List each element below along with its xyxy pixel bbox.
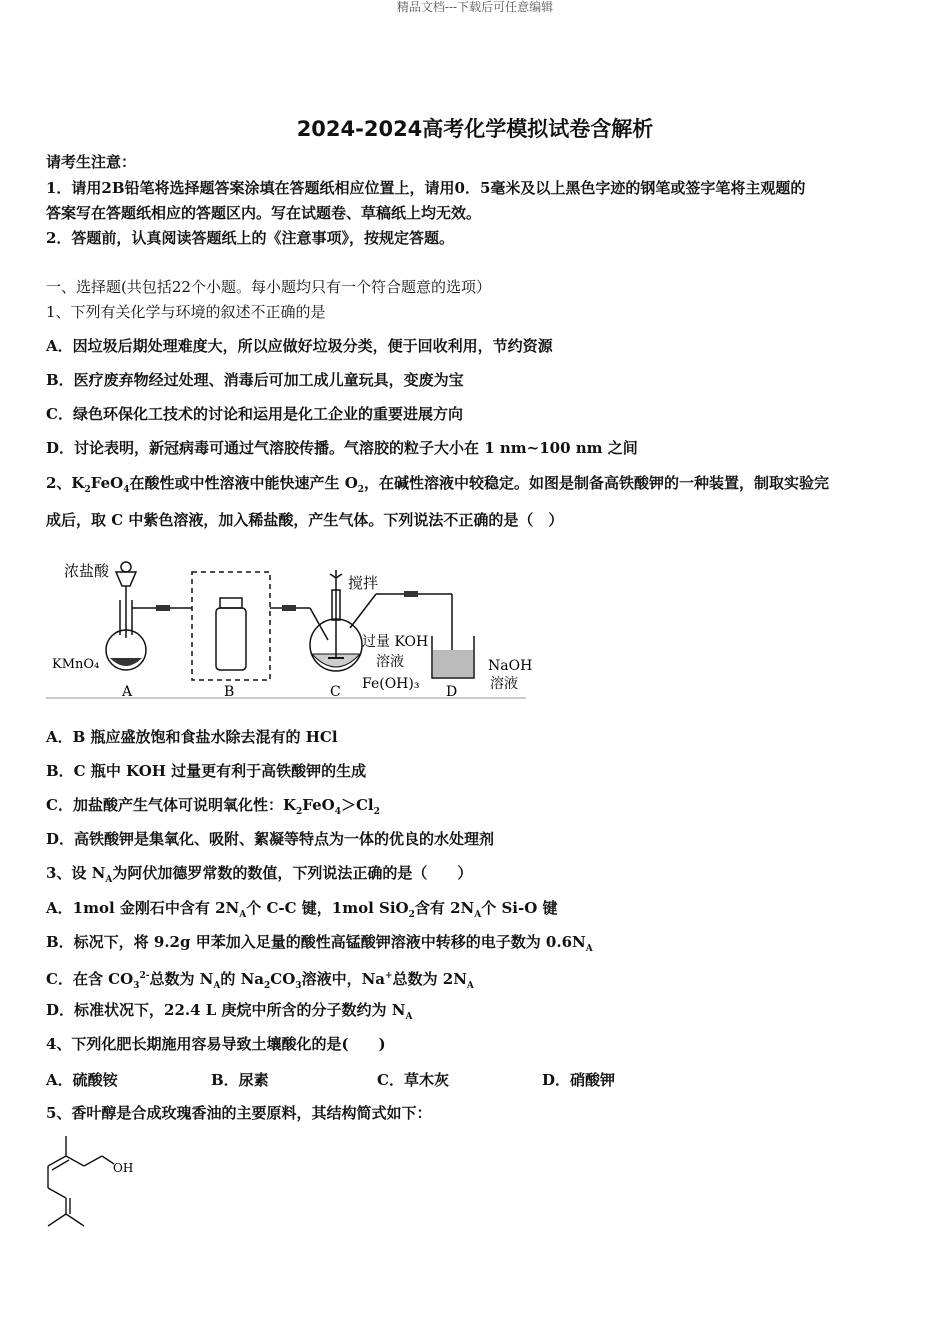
q1-option-d: D．讨论表明，新冠病毒可通过气溶胶传播。气溶胶的粒子大小在 1 nm~100 nm 之间 xyxy=(46,439,638,457)
label-b: B xyxy=(224,684,235,700)
label-stir: 搅拌 xyxy=(348,574,379,592)
notice-line-2: 2．答题前，认真阅读答题纸上的《注意事项》，按规定答题。 xyxy=(46,229,454,247)
q1-option-b: B．医疗废弃物经过处理、消毒后可加工成儿童玩具，变废为宝 xyxy=(46,371,464,389)
label-kmno4: KMnO₄ xyxy=(52,657,100,672)
q2-option-b: B．C 瓶中 KOH 过量更有利于高铁酸钾的生成 xyxy=(46,762,367,780)
q3-option-b: B．标况下，将 9.2g 甲苯加入足量的酸性高锰酸钾溶液中转移的电子数为 $0.6N_A$ xyxy=(46,933,593,954)
apparatus-diagram xyxy=(46,550,536,705)
q2-option-a: A．B 瓶应盛放饱和食盐水除去混有的 HCl xyxy=(46,728,338,746)
apparatus-b xyxy=(192,572,310,680)
notice-line-1b: 答案写在答题纸相应的答题区内。写在试题卷、草稿纸上均无效。 xyxy=(46,204,482,222)
q2-option-c: C．加盐酸产生气体可说明氧化性：$K_2FeO_4>Cl_2$ xyxy=(46,796,380,817)
label-c: C xyxy=(330,684,341,700)
q2-stem-line-1: 2、$K_2FeO_4$在酸性或中性溶液中能快速产生 $O_2$，在碱性溶液中较稳定。如图是制备高铁酸钾的一种装置，制取实验完 xyxy=(46,474,830,495)
label-oh: OH xyxy=(113,1161,134,1175)
page-title: 2024-2024高考化学模拟试卷含解析 xyxy=(296,117,654,141)
q1-stem: 1、下列有关化学与环境的叙述不正确的是 xyxy=(46,303,326,321)
q5-stem: 5、香叶醇是合成玫瑰香油的主要原料，其结构简式如下： xyxy=(46,1104,432,1122)
label-d: D xyxy=(446,684,458,700)
label-a: A xyxy=(122,684,133,700)
notice-heading: 请考生注意： xyxy=(46,153,137,171)
section-heading: 一、选择题(共包括22个小题。每小题均只有一个符合题意的选项） xyxy=(46,278,491,296)
label-koh-solution: 溶液 xyxy=(376,654,404,670)
q1-option-c: C．绿色环保化工技术的讨论和运用是化工企业的重要进展方向 xyxy=(46,405,463,423)
q2-stem-line-2: 成后，取 C 中紫色溶液，加入稀盐酸，产生气体。下列说法不正确的是（ ） xyxy=(46,511,564,529)
q4-stem: 4、下列化肥长期施用容易导致土壤酸化的是( ) xyxy=(46,1035,386,1053)
label-naoh: NaOH xyxy=(488,658,533,674)
apparatus-d xyxy=(432,594,474,678)
q4-option-a: A．硫酸铵 xyxy=(46,1071,118,1089)
label-feoh3: Fe(OH)₃ xyxy=(362,676,420,692)
label-naoh-solution: 溶液 xyxy=(490,676,518,692)
q3-option-d: D．标准状况下，22.4 L 庚烷中所含的分子数约为 $N_A$ xyxy=(46,1001,413,1022)
q4-option-d: D．硝酸钾 xyxy=(542,1071,616,1089)
q3-option-a: A．1mol 金刚石中含有 $2N_A$个 C-C 键，1mol SiO$_2$含有 $2N_A$个 Si-O 键 xyxy=(46,899,558,920)
notice-line-1a: 1．请用2B铅笔将选择题答案涂填在答题纸相应位置上，请用0．5毫米及以上黑色字迹的钢笔或签字笔将主观题的 xyxy=(46,179,806,197)
q4-option-c: C．草木灰 xyxy=(377,1071,449,1089)
q3-option-c: C．在含 $CO_3^{2-}$总数为 $N_A$的 $Na_2CO_3$溶液中，Na+总数为 $2N_A$ xyxy=(46,970,474,991)
q2-option-d: D．高铁酸钾是集氧化、吸附、絮凝等特点为一体的优良的水处理剂 xyxy=(46,830,495,848)
page-header: 精品文档---下载后可任意编辑 xyxy=(396,0,554,14)
geraniol-structure xyxy=(40,1130,150,1234)
q4-option-b: B．尿素 xyxy=(211,1071,269,1089)
label-excess-koh: 过量 KOH xyxy=(362,634,429,650)
q1-option-a: A．因垃圾后期处理难度大，所以应做好垃圾分类，便于回收利用，节约资源 xyxy=(46,337,553,355)
q3-stem: 3、设 $N_A$为阿伏加德罗常数的数值，下列说法正确的是（ ） xyxy=(46,864,473,885)
label-concentrated-hcl: 浓盐酸 xyxy=(64,562,110,580)
